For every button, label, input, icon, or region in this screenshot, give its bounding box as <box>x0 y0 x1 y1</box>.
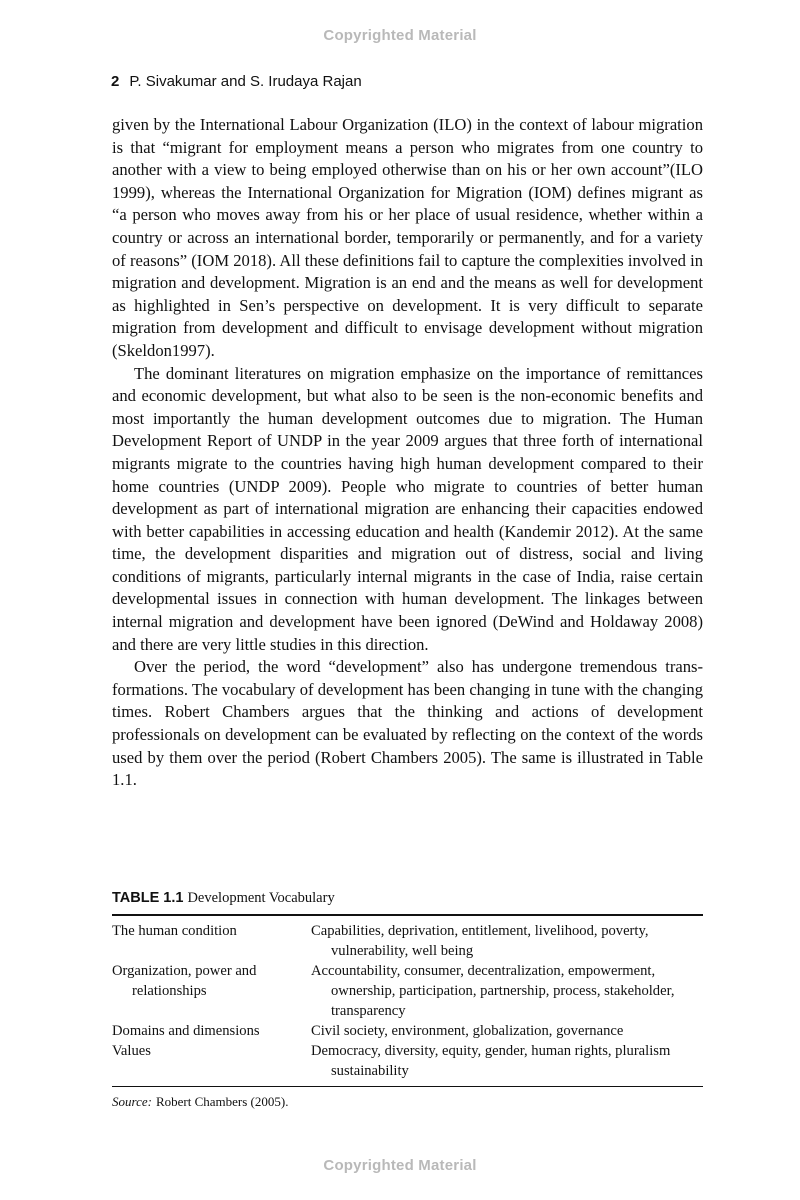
table-row-words: Capabilities, deprivation, entitlement, livelihood, poverty, vulnerability, well being <box>311 923 649 959</box>
table-source <box>112 1093 703 1111</box>
table-row-term: The human condition <box>112 923 237 939</box>
table-title: Development Vocabulary <box>187 890 335 906</box>
table-row <box>112 921 703 961</box>
source-text: Robert Chambers (2005). <box>155 1094 289 1109</box>
paragraph-2: The dominant literatures on migration emphasize on the importance of remittances and economic development, but what also to be seen is the non-economic benefits and most importantly the human development outcomes due to migration. The Human Development Report of UNDP in the year 2009 argues that three forth of international migrants migrate to the countries having high human development compared to their home countries (UNDP 2009). People who migrate to countries of better human development as part of international migration are enhancing their capacities endowed with better capabilities in accessing education and health (Kandemir 2012). At the same time, the development disparities and migration out of distress, social and living conditions of migrants, particularly internal migrants in the case of India, raise certain developmental issues in connection with human development. The linkages between internal migration and development have been ignored (DeWind and Holdaway 2008) and there are very little studies in this direction. <box>112 363 703 654</box>
source-label: Source: <box>112 1094 152 1109</box>
table-row <box>112 1041 703 1081</box>
paragraph-3: Over the period, the word “development” also has undergone tremendous transformations. The vocabulary of development has been changing in tune with the changing times. Robert Chambers argues that the thinking and actions of development professionals on development can be evaluated by reflecting on the context of the words used by them over the period (Robert Chambers 2005). The same is illustrated in Table 1.1. <box>112 657 703 790</box>
header-authors: P. Sivakumar and S. Irudaya Rajan <box>129 73 362 90</box>
page-number: 2 <box>111 73 120 90</box>
table-row-term: Values <box>112 1043 151 1059</box>
table-1-1 <box>112 888 703 1111</box>
body-text <box>112 114 703 792</box>
table-caption <box>112 888 703 908</box>
copyright-watermark-bottom: Copyrighted Material <box>323 1157 477 1174</box>
paragraph-1: given by the International Labour Organization (ILO) in the context of labour migration is that “migrant for employment means a person who migrates from one country to another with a view to being employed otherwise than on his or her own account”(ILO 1999), whereas the International Organization for Migration (IOM) defines migrant as “a person who moves away from his or her place of usual residence, whether within a country or across an international border, temporarily or permanently, and for a variety of reasons” (IOM 2018). All these definitions fail to capture the complexities involved in migration and development. Migration is an end and the means as well for development as highlighted in Sen’s perspective on development. It is very difficult to separate migration from development and difficult to envisage development without migration (Skeldon1997). <box>112 115 703 360</box>
running-header <box>111 73 362 90</box>
table-row-words: Accountability, consumer, decentralization, empowerment, ownership, participation, partnership, process, stakeholder, transparency <box>311 963 675 1019</box>
table-row-words: Democracy, diversity, equity, gender, human rights, pluralism sustainability <box>311 1043 671 1079</box>
table-row <box>112 961 703 1021</box>
table-row-term: Organization, power and relationships <box>112 963 257 999</box>
table-row-words: Civil society, environment, globalization, governance <box>311 1023 624 1039</box>
table-row <box>112 1021 703 1041</box>
vocabulary-table <box>112 916 703 1086</box>
table-number: TABLE 1.1 <box>112 890 184 906</box>
table-bottom-rule <box>112 1086 703 1087</box>
copyright-watermark-top: Copyrighted Material <box>323 27 477 44</box>
table-row-term: Domains and dimensions <box>112 1023 260 1039</box>
